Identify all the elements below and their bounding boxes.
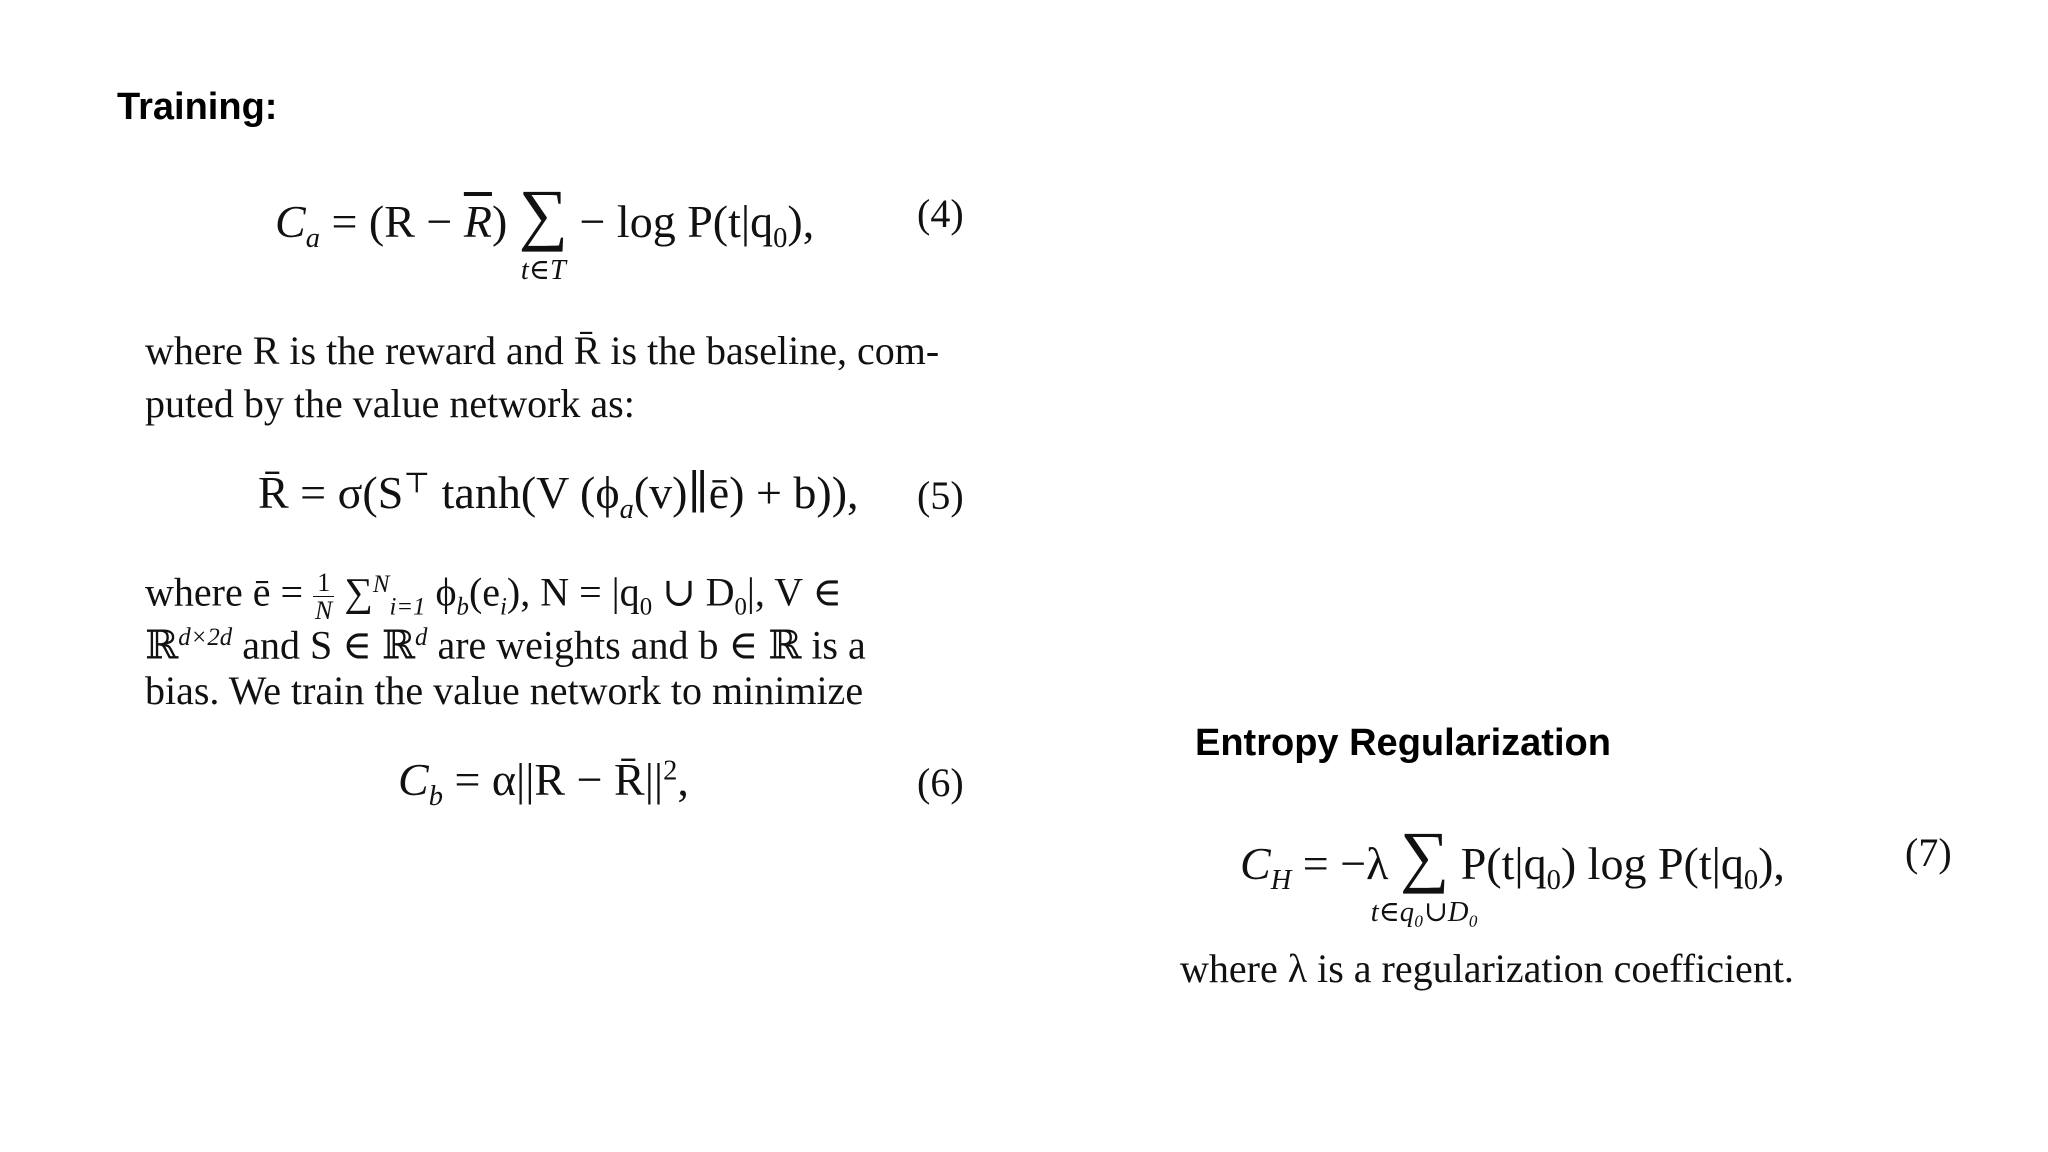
equation-4-number: (4)	[917, 191, 964, 236]
eq7-sum-operator	[1370, 818, 1479, 928]
eq7-sum-limit: t∈q₀∪D₀	[1370, 897, 1479, 928]
p2-e-sub: i	[500, 593, 507, 621]
training-heading: Training:	[117, 86, 278, 128]
eq7-text-c: ) log P(t|q	[1560, 838, 1744, 889]
p2-q-sub: 0	[639, 593, 653, 621]
eq5-sub-a: a	[619, 493, 634, 525]
eq7-q-sub-2: 0	[1743, 864, 1759, 896]
equation-7-number: (7)	[1905, 830, 1952, 875]
p2-d-sub: 0	[734, 593, 747, 621]
eq7-q-sub-1: 0	[1546, 864, 1561, 896]
p2l2-text-c: are weights and b ∈ ℝ is a	[427, 622, 866, 668]
p2-text-a: where ē =	[145, 569, 314, 615]
equation-5	[258, 465, 859, 526]
eq5-sup-t: ⊤	[403, 468, 431, 500]
eq4-lhs-sub: a	[305, 222, 320, 254]
p2-sum: ∑	[334, 569, 373, 615]
paragraph-2-line-3: bias. We train the value network to minimize	[145, 668, 864, 713]
eq4-sum-operator	[518, 176, 568, 286]
p2-frac-denominator: N	[315, 595, 333, 625]
eq6-text-a: C	[398, 754, 429, 805]
entropy-paragraph: where λ is a regularization coefficient.	[1180, 946, 1794, 991]
eq7-lhs: C	[1240, 838, 1271, 889]
eq4-lhs: C	[275, 196, 306, 247]
equation-7	[1240, 818, 1785, 928]
paragraph-1-line-1: where R is the reward and R̄ is the baseline, com-	[145, 328, 940, 373]
eq6-text-b: = α||R − R̄||	[442, 754, 664, 805]
eq7-sum-symbol: ∑	[1399, 818, 1450, 894]
eq4-q-sub: 0	[773, 222, 788, 254]
p2-frac-numerator: 1	[313, 569, 334, 597]
p2-phi-sub: b	[456, 593, 469, 621]
paragraph-1-line-2: puted by the value network as:	[145, 381, 635, 426]
eq4-rhs-c: − log P(t|q	[567, 196, 774, 247]
equation-6-number: (6)	[917, 760, 964, 805]
p2-phi: ϕ	[425, 569, 457, 615]
eq4-rhs-b: )	[491, 196, 519, 247]
p2l2-sup-1: d×2d	[178, 624, 233, 651]
eq7-lhs-sub: H	[1270, 864, 1292, 896]
paragraph-2-line-2	[145, 611, 866, 672]
eq4-rhs-a: = (R −	[319, 196, 464, 247]
eq6-text-c: ,	[677, 754, 689, 805]
eq7-text-a: = −λ	[1291, 838, 1400, 889]
p2l2-sup-2: d	[415, 624, 428, 651]
equation-4	[275, 176, 815, 286]
eq7-text-b: P(t|q	[1449, 838, 1547, 889]
p2l2-text-a: ℝ	[145, 622, 179, 668]
p2-sum-sup: N	[372, 571, 390, 598]
eq6-sub-b: b	[428, 780, 443, 812]
eq4-sum-symbol: ∑	[518, 176, 568, 252]
p2l2-text-b: and S ∈ ℝ	[232, 622, 416, 668]
eq4-rbar: $\overline{R}$	[463, 196, 492, 247]
equation-5-number: (5)	[917, 473, 964, 518]
eq5-text-a: R̄ = σ(S	[258, 467, 404, 518]
eq7-text-d: ),	[1758, 838, 1785, 889]
p2-sum-sub: i=1	[389, 593, 426, 621]
eq4-rhs-d: ),	[787, 196, 815, 247]
eq6-sup-2: 2	[663, 755, 678, 787]
p2-text-g: |, V ∈	[746, 569, 842, 615]
eq4-sum-limit: t∈T	[520, 255, 566, 286]
equation-6	[398, 753, 689, 813]
p2-text-f: ∪ D	[652, 569, 735, 615]
p2-text-d: (e	[468, 569, 501, 615]
eq5-text-b: tanh(V (ϕ	[430, 467, 620, 518]
eq5-text-c: (v)∥ē) + b)),	[633, 467, 859, 518]
p2-text-e: ), N = |q	[506, 569, 640, 615]
entropy-regularization-heading: Entropy Regularization	[1195, 722, 1611, 764]
